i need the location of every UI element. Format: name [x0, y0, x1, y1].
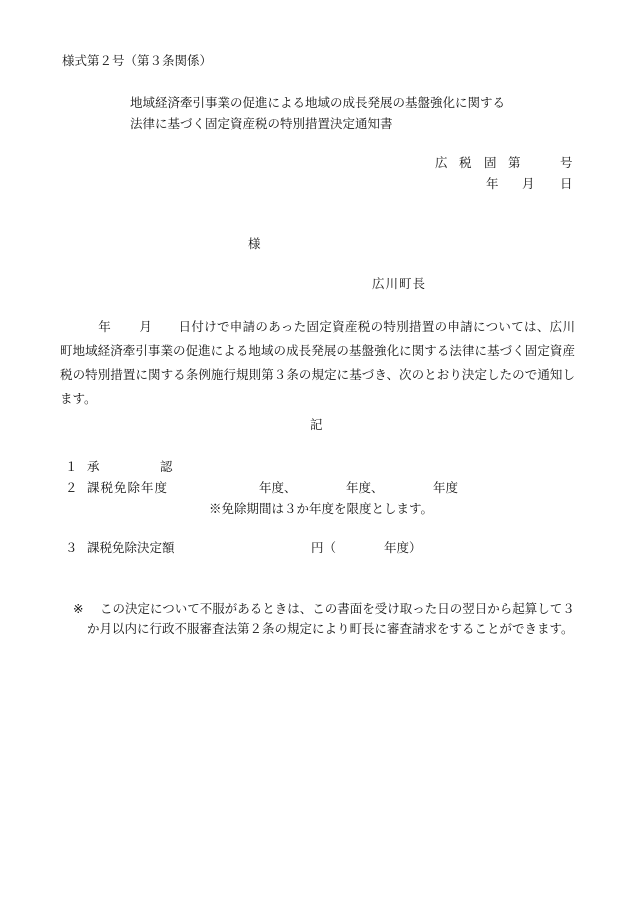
title-line-1: 地域経済牽引事業の促進による地域の成長発展の基盤強化に関する	[130, 95, 506, 110]
addressee-suffix: 様	[248, 236, 261, 251]
reference-mid: 税	[459, 155, 472, 170]
issuer: 広川町長	[372, 276, 427, 291]
item-2-fiscal-year-2: 年度、	[346, 480, 384, 495]
item-2-number: ２	[65, 480, 78, 495]
reference-kanji3: 固	[484, 155, 497, 170]
body-year: 年	[98, 319, 112, 334]
body-paragraph	[60, 315, 575, 411]
item-2-note: ※免除期間は３か年度を限度とします。	[209, 501, 434, 516]
title-line-2: 法律に基づく固定資産税の特別措置決定通知書	[130, 116, 393, 131]
reference-prefix: 広	[435, 155, 448, 170]
item-2-fiscal-year-1: 年度、	[259, 480, 297, 495]
notice-line-2: か月以内に行政不服審査法第２条の規定により町長に審査請求をすることができます。	[87, 621, 574, 636]
date-year: 年	[486, 176, 499, 191]
notice-line-1: この決定について不服があるときは、この書面を受け取った日の翌日から起算して３	[100, 601, 575, 616]
body-month: 月	[139, 319, 153, 334]
reference-dai: 第	[508, 155, 521, 170]
item-3-yen: 円（	[311, 540, 337, 555]
item-2-label: 課税免除年度	[87, 480, 169, 495]
item-1-number: １	[65, 459, 78, 474]
reference-go: 号	[560, 155, 573, 170]
item-2-fiscal-year-3: 年度	[433, 480, 459, 495]
body-text: 日付けで申請のあった固定資産税の特別措置の申請については、広川町地域経済牽引事業の促進による地域の成長発展の基盤強化に関する法律に基づく固定資産税の特別措置に関する条例施行規則第３条の規定に基づき、次のとおり決定したので通知します。	[60, 319, 575, 406]
item-1-label-a: 承	[87, 459, 100, 474]
item-1-label-b: 認	[160, 459, 173, 474]
date-month: 月	[522, 176, 535, 191]
form-number: 様式第２号（第３条関係）	[62, 53, 213, 68]
notice-mark: ※	[73, 601, 84, 616]
item-3-label: 課税免除決定額	[87, 540, 175, 555]
item-3-number: ３	[65, 540, 78, 555]
date-day: 日	[560, 176, 573, 191]
item-3-fiscal-year: 年度）	[384, 540, 422, 555]
ki-heading: 記	[310, 417, 323, 432]
